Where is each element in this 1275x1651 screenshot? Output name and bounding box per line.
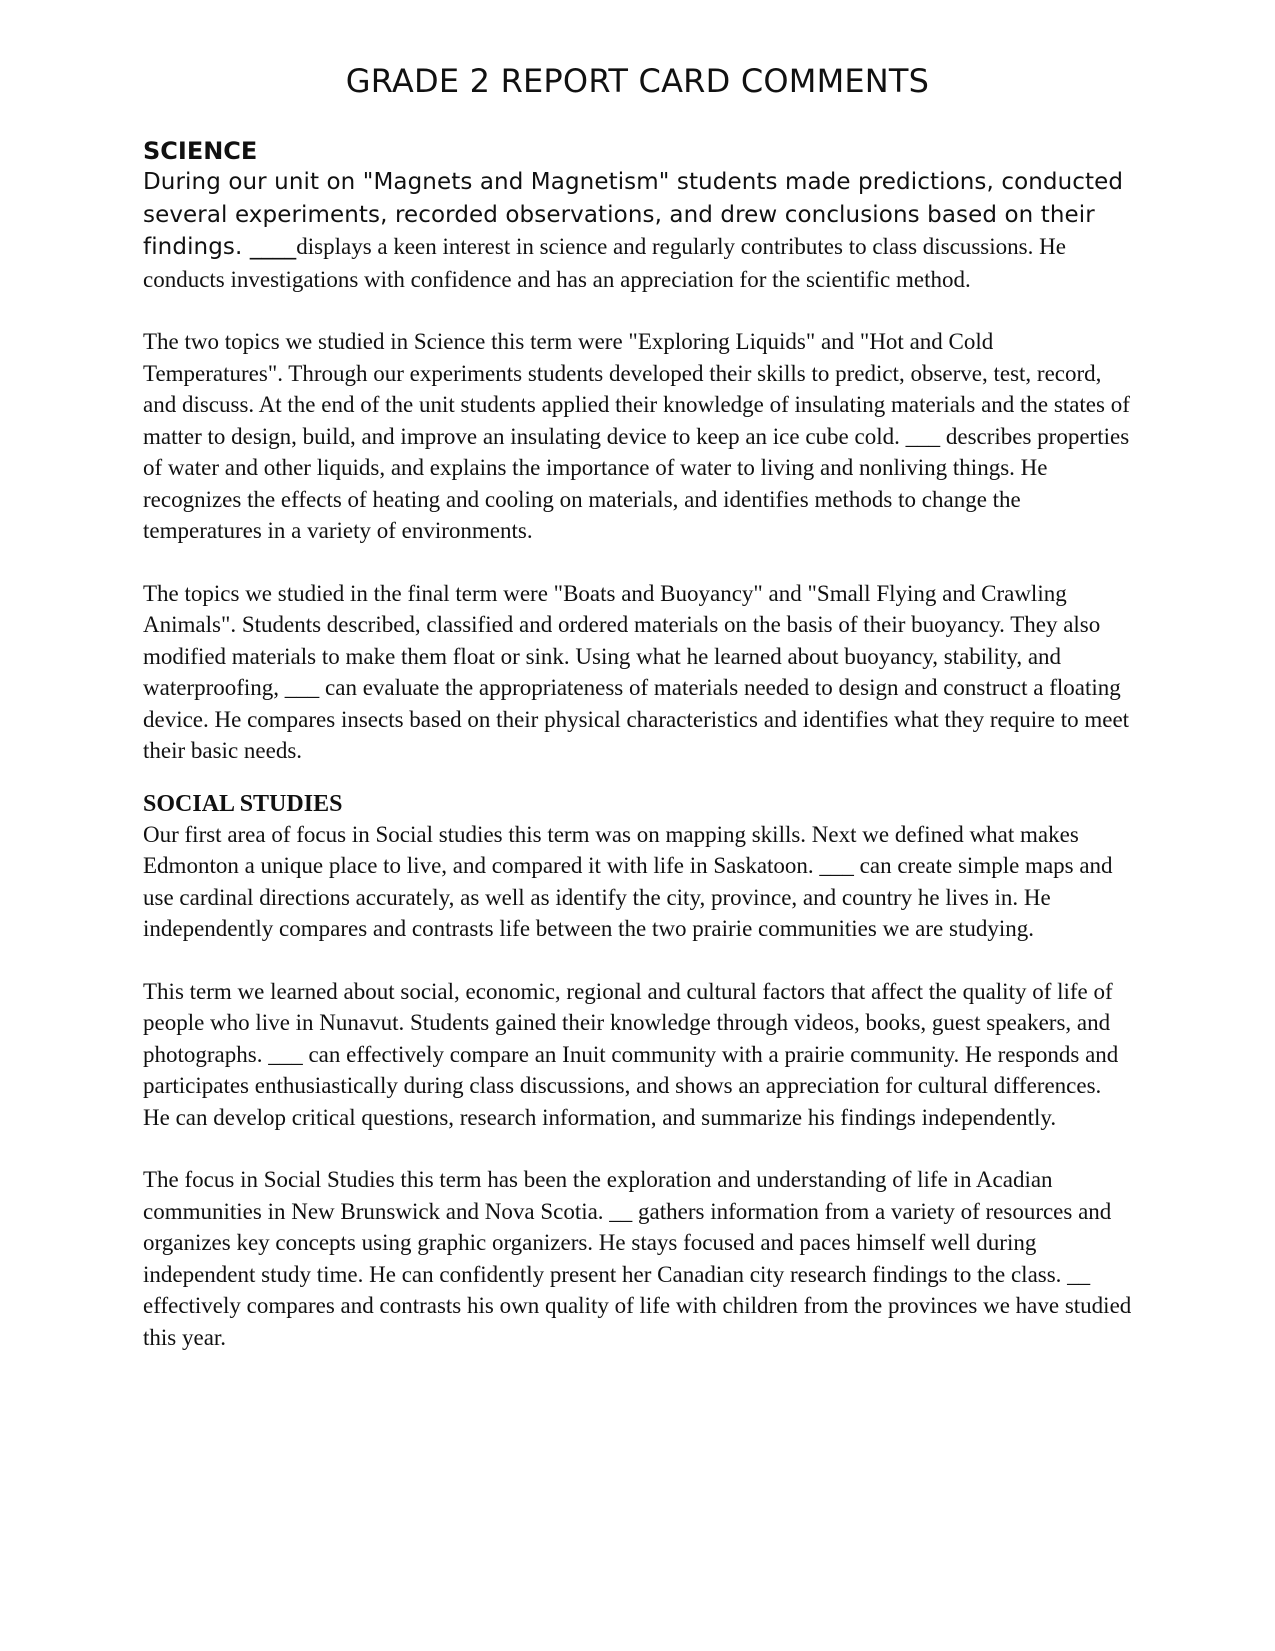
social-studies-heading: SOCIAL STUDIES — [143, 790, 343, 817]
social-studies-section — [143, 789, 1133, 1354]
social-studies-paragraph-2: This term we learned about social, economic, regional and cultural factors that affect the quality of life of people who live in Nunavut. Students gained their knowledge through videos, books, guest speakers, and photographs. ___ can effectively compare an Inuit community with a prairie community. He responds and participates enthusiastically during class discussions, and shows an appreciation for cultural differences. He can develop critical questions, research information, and summarize his findings independently. — [143, 978, 1119, 1130]
science-paragraph-1-rest: displays a keen interest in science and regularly contributes to class discussions. He conducts investigations with confidence and has an appreciation for the scientific method. — [143, 234, 1066, 292]
page-title: GRADE 2 REPORT CARD COMMENTS — [345, 62, 930, 100]
social-studies-paragraph-1: Our first area of focus in Social studies this term was on mapping skills. Next we defined what makes Edmonton a unique place to live, and compared it with life in Saskatoon. ___ can create simple maps and use cardinal directions accurately, as well as identify the city, province, and country he lives in. He independently compares and contrasts life between the two prairie communities we are studying. — [143, 821, 1113, 941]
social-studies-paragraph-3: The focus in Social Studies this term has been the exploration and understanding of life in Acadian communities in New Brunswick and Nova Scotia. __ gathers information from a variety of resources and organizes key concepts using graphic organizers. He stays focused and paces himself well during independent study time. He can confidently present her Canadian city research findings to the class. __ effectively compares and contrasts his own quality of life with children from the provinces we have studied this year. — [143, 1167, 1132, 1350]
science-heading: SCIENCE — [143, 137, 258, 165]
science-paragraph-3: The topics we studied in the final term were "Boats and Buoyancy" and "Small Flying and Crawling Animals". Students described, classified and ordered materials on the basis of their buoyancy. They also modified materials to make them float or sink. Using what he learned about buoyancy, stability, and waterproofing, ___ can evaluate the appropriateness of materials needed to design and construct a floating device. He compares insects based on their physical characteristics and identifies what they require to meet their basic needs. — [143, 580, 1130, 763]
science-section — [143, 136, 1133, 767]
science-paragraph-1-intro: During our unit on "Magnets and Magnetism" students made predictions, conducted several experiments, recorded observations, and drew conclusions based on their findings. ____ — [143, 169, 1124, 260]
science-paragraph-2: The two topics we studied in Science this term were "Exploring Liquids" and "Hot and Cold Temperatures". Through our experiments students developed their skills to predict, observe, test, record, and discuss. At the end of the unit students applied their knowledge of insulating materials and the states of matter to design, build, and improve an insulating device to keep an ice cube cold. ___ describes properties of water and other liquids, and explains the importance of water to living and nonliving things. He recognizes the effects of heating and cooling on materials, and identifies methods to change the temperatures in a variety of environments. — [143, 329, 1130, 543]
science-paragraph-1 — [143, 166, 1133, 295]
document-body — [143, 136, 1133, 1353]
